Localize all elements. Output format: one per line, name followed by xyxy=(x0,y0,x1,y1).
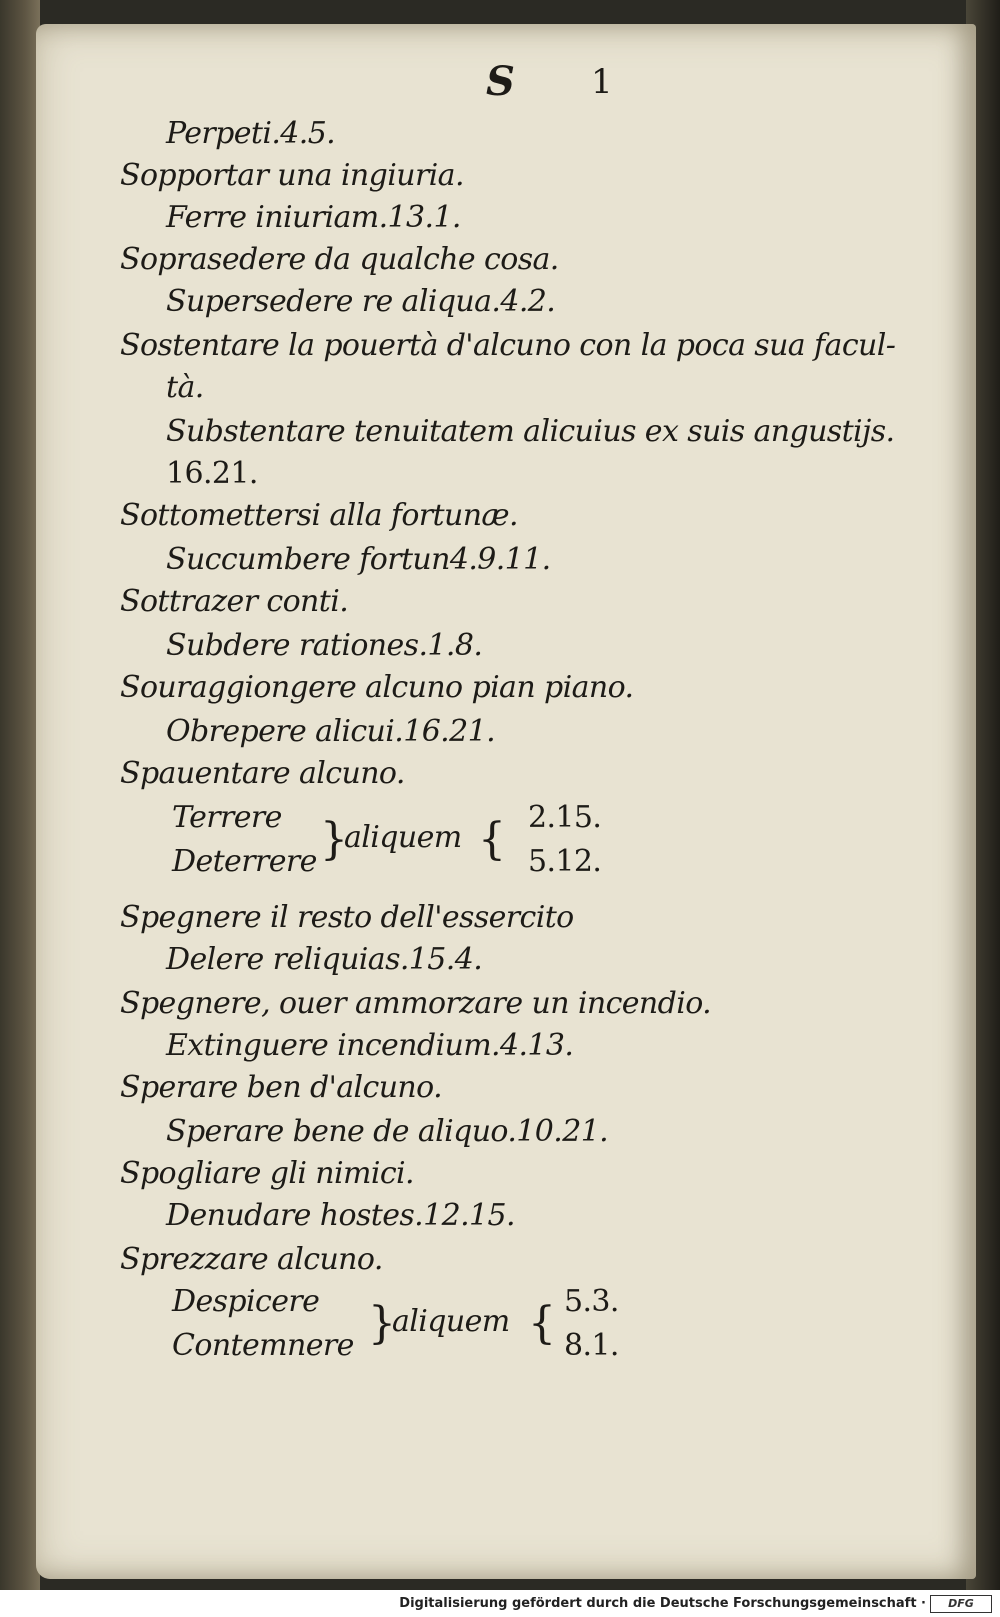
header-letter: S xyxy=(486,58,515,105)
entry-line: tà. xyxy=(166,370,204,405)
entry-line: Sperare ben d'alcuno. xyxy=(120,1070,443,1105)
entry-line: Sopportar una ingiuria. xyxy=(120,158,464,193)
brace-left-icon: } xyxy=(320,814,348,865)
entry-line: Succumbere fortun4.9.11. xyxy=(166,542,551,577)
entry-line: Denudare hostes.12.15. xyxy=(166,1198,515,1233)
brace-ref: 8.1. xyxy=(564,1328,619,1363)
entry-line: Extinguere incendium.4.13. xyxy=(166,1028,574,1063)
entry-line: Soprasedere da qualche cosa. xyxy=(120,242,559,277)
entry-line: Substentare tenuitatem alicuius ex suis angustijs. xyxy=(166,414,895,449)
entry-line: Sottrazer conti. xyxy=(120,584,349,619)
brace-group xyxy=(172,800,792,890)
brace-word: Deterrere xyxy=(172,844,317,879)
brace-group xyxy=(172,1284,792,1374)
footer-credit: Digitalisierung gefördert durch die Deutsche Forschungsgemeinschaft · xyxy=(399,1596,926,1611)
entry-line: Spauentare alcuno. xyxy=(120,756,405,791)
brace-left-icon: } xyxy=(368,1298,396,1349)
page-header xyxy=(486,58,686,118)
brace-word: Despicere xyxy=(172,1284,320,1319)
entry-line: 16.21. xyxy=(166,456,258,491)
entry-line: Subdere rationes.1.8. xyxy=(166,628,483,663)
entry-line: Sottomettersi alla fortunæ. xyxy=(120,498,518,533)
brace-middle: aliquem xyxy=(392,1304,510,1339)
entry-line: Sprezzare alcuno. xyxy=(120,1242,383,1277)
digitization-footer xyxy=(0,1590,1000,1617)
entry-line: Delere reliquias.15.4. xyxy=(166,942,483,977)
dfg-logo: DFG xyxy=(930,1595,992,1613)
brace-ref: 2.15. xyxy=(528,800,602,835)
entry-line: Sostentare la pouertà d'alcuno con la poca sua facul- xyxy=(120,328,896,363)
entry-line: Perpeti.4.5. xyxy=(166,116,336,151)
brace-right-icon: { xyxy=(478,814,506,865)
brace-ref: 5.3. xyxy=(564,1284,619,1319)
entry-line: Supersedere re aliqua.4.2. xyxy=(166,284,556,319)
entry-line: Souraggiongere alcuno pian piano. xyxy=(120,670,634,705)
entry-line: Sperare bene de aliquo.10.21. xyxy=(166,1114,609,1149)
brace-ref: 5.12. xyxy=(528,844,602,879)
book-edge-left xyxy=(0,0,40,1590)
entry-line: Ferre iniuriam.13.1. xyxy=(166,200,461,235)
book-page xyxy=(36,24,976,1579)
header-mark: 1 xyxy=(591,62,613,102)
brace-middle: aliquem xyxy=(344,820,462,855)
brace-right-icon: { xyxy=(528,1298,556,1349)
entry-line: Spegnere, ouer ammorzare un incendio. xyxy=(120,986,712,1021)
entry-line: Obrepere alicui.16.21. xyxy=(166,714,496,749)
show-through-texture xyxy=(496,104,966,1404)
brace-word: Terrere xyxy=(172,800,282,835)
entry-line: Spogliare gli nimici. xyxy=(120,1156,414,1191)
entry-line: Spegnere il resto dell'essercito xyxy=(120,900,574,935)
brace-word: Contemnere xyxy=(172,1328,354,1363)
